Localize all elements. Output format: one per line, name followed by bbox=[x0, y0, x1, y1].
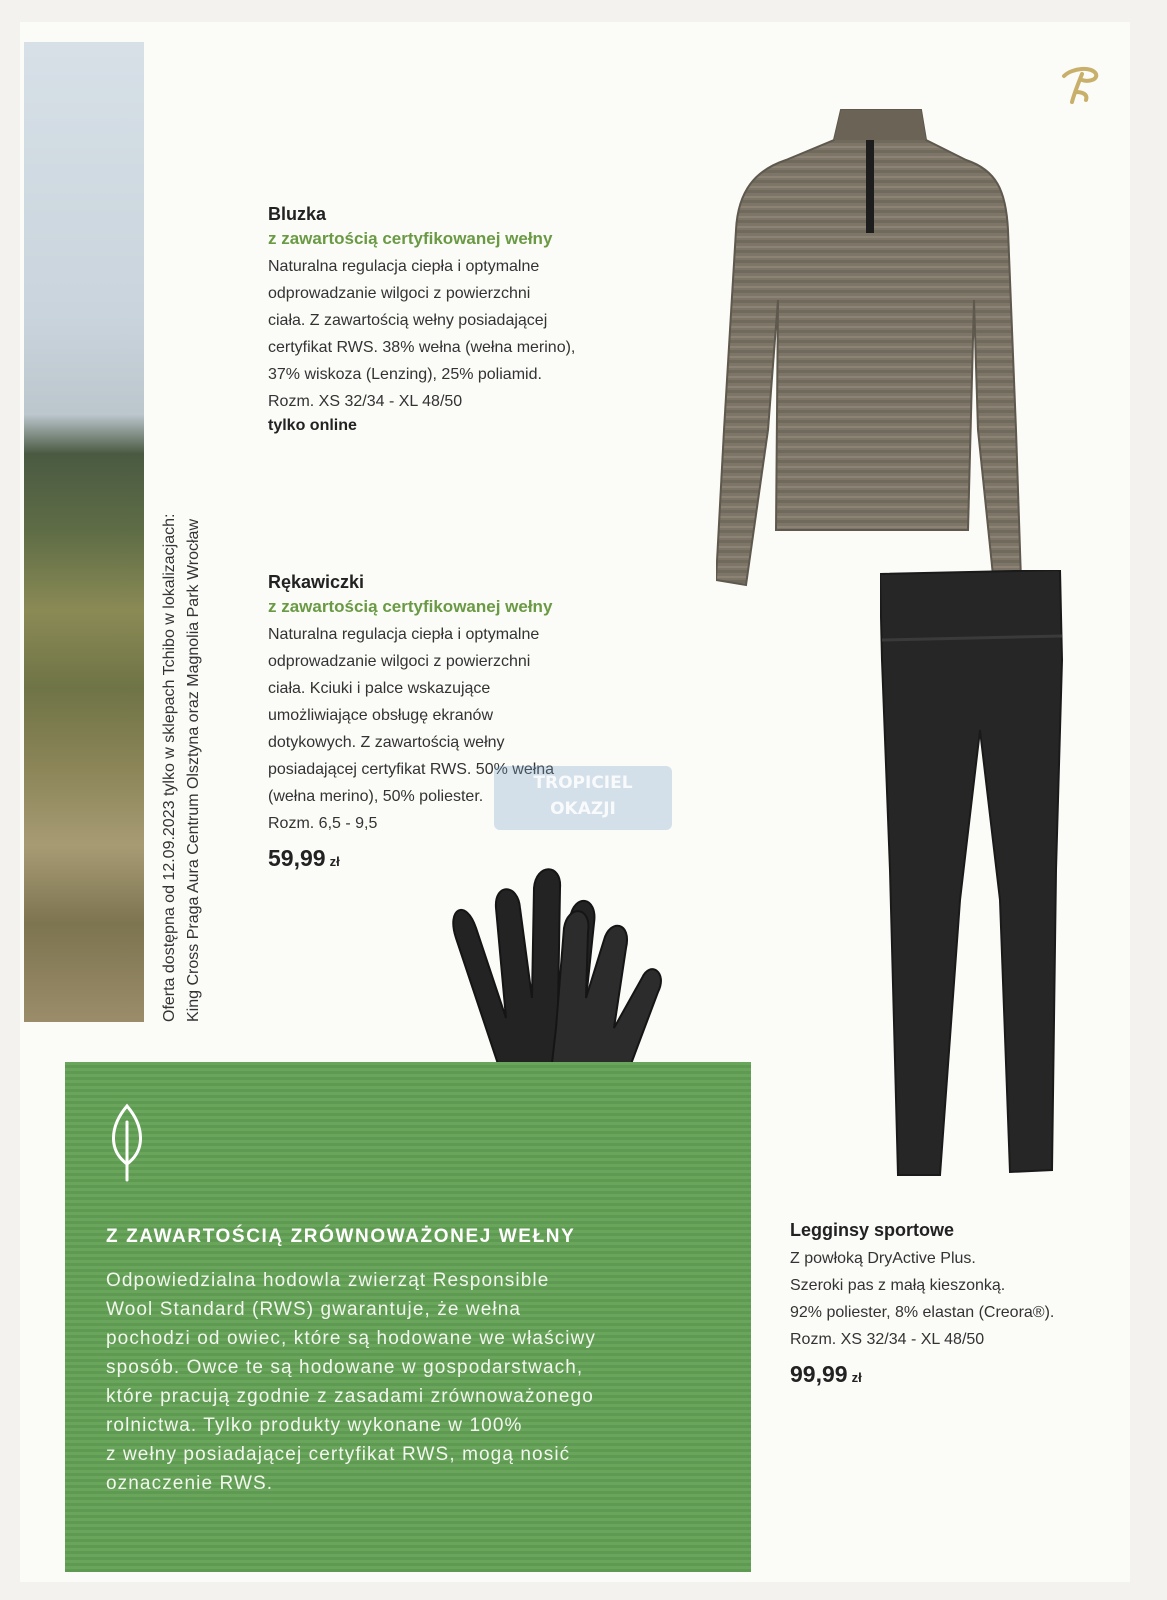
product-bluzka bbox=[268, 204, 668, 435]
product-price bbox=[790, 1361, 1150, 1388]
watermark-line-1: TROPICIEL bbox=[533, 773, 633, 793]
product-name: Rękawiczki bbox=[268, 572, 365, 592]
leggings-image bbox=[880, 570, 1080, 1200]
price-currency: zł bbox=[851, 1370, 862, 1385]
price-value: 59,99 bbox=[268, 845, 326, 871]
eco-text-line: Odpowiedzialna hodowla zwierząt Responsible bbox=[106, 1270, 550, 1291]
eco-text-line: Wool Standard (RWS) gwarantuje, że wełna bbox=[106, 1299, 522, 1320]
description-line: dotykowych. Z zawartością wełny bbox=[268, 734, 505, 751]
online-only-note: tylko online bbox=[268, 417, 357, 434]
tchibo-logo-icon bbox=[1058, 62, 1104, 108]
description-line: Rozm. XS 32/34 - XL 48/50 bbox=[790, 1331, 985, 1348]
description-line: Rozm. XS 32/34 - XL 48/50 bbox=[268, 393, 463, 410]
price-currency: zł bbox=[329, 854, 340, 869]
eco-text-line: pochodzi od owiec, które są hodowane we właściwy bbox=[106, 1328, 597, 1349]
description-line: posiadającej certyfikat RWS. 50% wełna bbox=[268, 761, 555, 778]
description-line: odprowadzanie wilgoci z powierzchni bbox=[268, 653, 531, 670]
product-name: Bluzka bbox=[268, 204, 327, 224]
description-line: Naturalna regulacja ciepła i optymalne bbox=[268, 258, 540, 275]
description-line: certyfikat RWS. 38% wełna (wełna merino), bbox=[268, 339, 576, 356]
description-line: odprowadzanie wilgoci z powierzchni bbox=[268, 285, 531, 302]
description-line: Szeroki pas z małą kieszonką. bbox=[790, 1277, 1006, 1294]
description-line: ciała. Kciuki i palce wskazujące bbox=[268, 680, 491, 697]
product-subtitle: z zawartością certyfikowanej wełny bbox=[268, 597, 553, 616]
description-line: Rozm. 6,5 - 9,5 bbox=[268, 815, 378, 832]
watermark-line-2: OKAZJI bbox=[550, 799, 616, 819]
product-subtitle: z zawartością certyfikowanej wełny bbox=[268, 229, 553, 248]
sustainable-wool-text bbox=[106, 1266, 746, 1498]
eco-text-line: rolnictwa. Tylko produkty wykonane w 100% bbox=[106, 1415, 523, 1436]
product-description bbox=[268, 253, 668, 415]
eco-text-line: oznaczenie RWS. bbox=[106, 1473, 274, 1494]
store-note-line-2: King Cross Praga Aura Centrum Olsztyna oraz Magnolia Park Wrocław bbox=[185, 518, 202, 1022]
eco-text-line: które pracują zgodnie z zasadami zrównoważonego bbox=[106, 1386, 594, 1407]
product-price bbox=[268, 845, 668, 872]
store-note-line-1: Oferta dostępna od 12.09.2023 tylko w sklepach Tchibo w lokalizacjach: bbox=[161, 513, 178, 1022]
price-value: 99,99 bbox=[790, 1361, 848, 1387]
sustainable-wool-title: Z ZAWARTOŚCIĄ ZRÓWNOWAŻONEJ WEŁNY bbox=[106, 1226, 576, 1247]
description-line: umożliwiające obsługę ekranów bbox=[268, 707, 494, 724]
eco-text-line: z wełny posiadającej certyfikat RWS, mogą nosić bbox=[106, 1444, 571, 1465]
store-availability-note bbox=[158, 342, 206, 1022]
eco-text-line: sposób. Owce te są hodowane w gospodarstwach, bbox=[106, 1357, 584, 1378]
product-description bbox=[790, 1245, 1150, 1353]
description-line: Z powłoką DryActive Plus. bbox=[790, 1250, 976, 1267]
description-line: ciała. Z zawartością wełny posiadającej bbox=[268, 312, 548, 329]
description-line: Naturalna regulacja ciepła i optymalne bbox=[268, 626, 540, 643]
watermark-logo bbox=[494, 766, 672, 830]
product-legginsy bbox=[790, 1220, 1150, 1388]
description-line: 37% wiskoza (Lenzing), 25% poliamid. bbox=[268, 366, 542, 383]
leaf-icon bbox=[104, 1102, 150, 1182]
sweater-image bbox=[716, 100, 1046, 605]
landscape-photo bbox=[24, 42, 144, 1022]
description-line: 92% poliester, 8% elastan (Creora®). bbox=[790, 1304, 1055, 1321]
product-name: Legginsy sportowe bbox=[790, 1220, 955, 1240]
description-line: (wełna merino), 50% poliester. bbox=[268, 788, 484, 805]
